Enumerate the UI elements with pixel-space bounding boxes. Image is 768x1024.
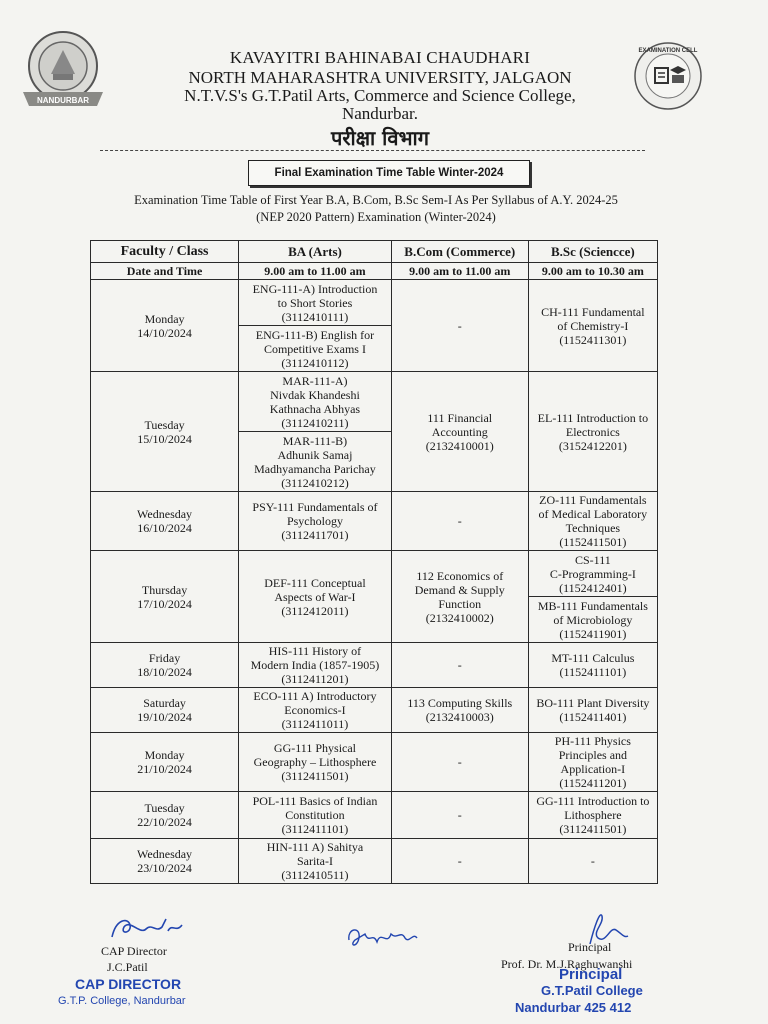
time-bcom: 9.00 am to 11.00 am: [391, 263, 528, 280]
table-row: [91, 492, 658, 551]
bsc-cell: -: [528, 839, 657, 884]
cap-director-stamp-title: CAP DIRECTOR: [75, 976, 182, 992]
bsc-cell: BO-111 Plant Diversity (1152411401): [528, 688, 657, 733]
bcom-cell: -: [391, 280, 528, 372]
divider: [100, 150, 645, 151]
date-cell: Monday 14/10/2024: [91, 280, 239, 372]
table-row: [91, 372, 658, 432]
date-cell: Thursday 17/10/2024: [91, 551, 239, 643]
ba-cell: ENG-111-B) English for Competitive Exams I (3112410112): [239, 326, 392, 372]
ba-cell: DEF-111 Conceptual Aspects of War-I (3112412011): [239, 551, 392, 643]
table-row: [91, 643, 658, 688]
ba-cell: HIN-111 A) Sahitya Sarita-I (3112410511): [239, 839, 392, 884]
bsc-cell: GG-111 Introduction to Lithosphere (3112411501): [528, 792, 657, 839]
college-logo: [17, 30, 113, 114]
time-ba: 9.00 am to 11.00 am: [239, 263, 392, 280]
table-time-row: [91, 263, 658, 280]
principal-stamp-title: Principal: [559, 966, 623, 983]
date-cell: Friday 18/10/2024: [91, 643, 239, 688]
table-row: [91, 839, 658, 884]
bcom-cell: -: [391, 733, 528, 792]
principal-stamp-college: G.T.Patil College: [541, 983, 643, 998]
college-location: Nandurbar.: [341, 104, 418, 123]
university-name-line2: NORTH MAHARASHTRA UNIVERSITY, JALGAON: [188, 68, 572, 87]
ba-cell: MAR-111-A) Nivdak Khandeshi Kathnacha Abhyas (3112410211): [239, 372, 392, 432]
ba-cell: GG-111 Physical Geography – Lithosphere (3112411501): [239, 733, 392, 792]
header-ba: BA (Arts): [239, 241, 392, 263]
examination-cell-logo: [632, 40, 704, 112]
header-bcom: B.Com (Commerce): [391, 241, 528, 263]
date-cell: Tuesday 15/10/2024: [91, 372, 239, 492]
table-row: [91, 733, 658, 792]
cap-director-stamp-college: G.T.P. College, Nandurbar: [58, 995, 186, 1007]
subtitle-line1: Examination Time Table of First Year B.A, B.Com, B.Sc Sem-I As Per Syllabus of A.Y. 2024-25: [134, 193, 618, 207]
bsc-cell: CH-111 Fundamental of Chemistry-I (1152411301): [528, 280, 657, 372]
bsc-cell: MB-111 Fundamentals of Microbiology (1152411901): [528, 597, 657, 643]
examiner-signature: [345, 920, 435, 954]
subtitle-line2: (NEP 2020 Pattern) Examination (Winter-2024): [256, 210, 496, 224]
bsc-cell: ZO-111 Fundamentals of Medical Laboratory Techniques (1152411501): [528, 492, 657, 551]
bsc-cell: MT-111 Calculus (1152411101): [528, 643, 657, 688]
exam-department: परीक्षा विभाग: [330, 126, 429, 150]
table-header-row: [91, 241, 658, 263]
time-bsc: 9.00 am to 10.30 am: [528, 263, 657, 280]
cap-director-signature: [106, 913, 186, 943]
college-name: N.T.V.S's G.T.Patil Arts, Commerce and Science College,: [184, 86, 576, 105]
date-cell: Saturday 19/10/2024: [91, 688, 239, 733]
bsc-cell: CS-111 C-Programming-I (1152412401): [528, 551, 657, 597]
cap-director-role: CAP Director: [101, 944, 167, 958]
bcom-cell: -: [391, 643, 528, 688]
principal-name: Prof. Dr. M.J.Raghuwanshi: [501, 957, 633, 971]
bcom-cell: -: [391, 839, 528, 884]
bcom-cell: 111 Financial Accounting (2132410001): [391, 372, 528, 492]
svg-text:Gujrah: Gujrah: [390, 952, 393, 953]
university-name-line1: KAVAYITRI BAHINABAI CHAUDHARI: [229, 48, 531, 67]
bsc-cell: PH-111 Physics Principles and Application-I (1152411201): [528, 733, 657, 792]
principal-stamp-address: Nandurbar 425 412: [515, 1000, 632, 1015]
table-row: [91, 551, 658, 597]
ba-cell: MAR-111-B) Adhunik Samaj Madhyamancha Parichay (3112410212): [239, 432, 392, 492]
date-cell: Wednesday 16/10/2024: [91, 492, 239, 551]
bcom-cell: 112 Economics of Demand & Supply Function (2132410002): [391, 551, 528, 643]
cap-director-name: J.C.Patil: [107, 960, 148, 974]
ba-cell: PSY-111 Fundamentals of Psychology (3112411701): [239, 492, 392, 551]
ba-cell: ECO-111 A) Introductory Economics-I (3112411011): [239, 688, 392, 733]
date-cell: Monday 21/10/2024: [91, 733, 239, 792]
table-row: [91, 688, 658, 733]
svg-text:NANDURBAR: NANDURBAR: [37, 96, 89, 105]
date-cell: Tuesday 22/10/2024: [91, 792, 239, 839]
table-row: [91, 280, 658, 326]
bcom-cell: -: [391, 792, 528, 839]
bsc-cell: EL-111 Introduction to Electronics (3152412201): [528, 372, 657, 492]
time-label: Date and Time: [91, 263, 239, 280]
ba-cell: POL-111 Basics of Indian Constitution (3112411101): [239, 792, 392, 839]
principal-role: Principal: [568, 940, 612, 954]
table-row: [91, 792, 658, 839]
document-title: Final Examination Time Table Winter-2024: [248, 160, 530, 186]
svg-text:Patil: Patil: [146, 941, 148, 942]
ba-cell: HIS-111 History of Modern India (1857-1905) (3112411201): [239, 643, 392, 688]
date-cell: Wednesday 23/10/2024: [91, 839, 239, 884]
svg-text:EXAMINATION CELL: EXAMINATION CELL: [638, 48, 698, 54]
timetable: [90, 240, 658, 884]
header-bsc: B.Sc (Sciencce): [528, 241, 657, 263]
bcom-cell: 113 Computing Skills (2132410003): [391, 688, 528, 733]
header-faculty: Faculty / Class: [91, 241, 239, 263]
bcom-cell: -: [391, 492, 528, 551]
ba-cell: ENG-111-A) Introduction to Short Stories (3112410111): [239, 280, 392, 326]
